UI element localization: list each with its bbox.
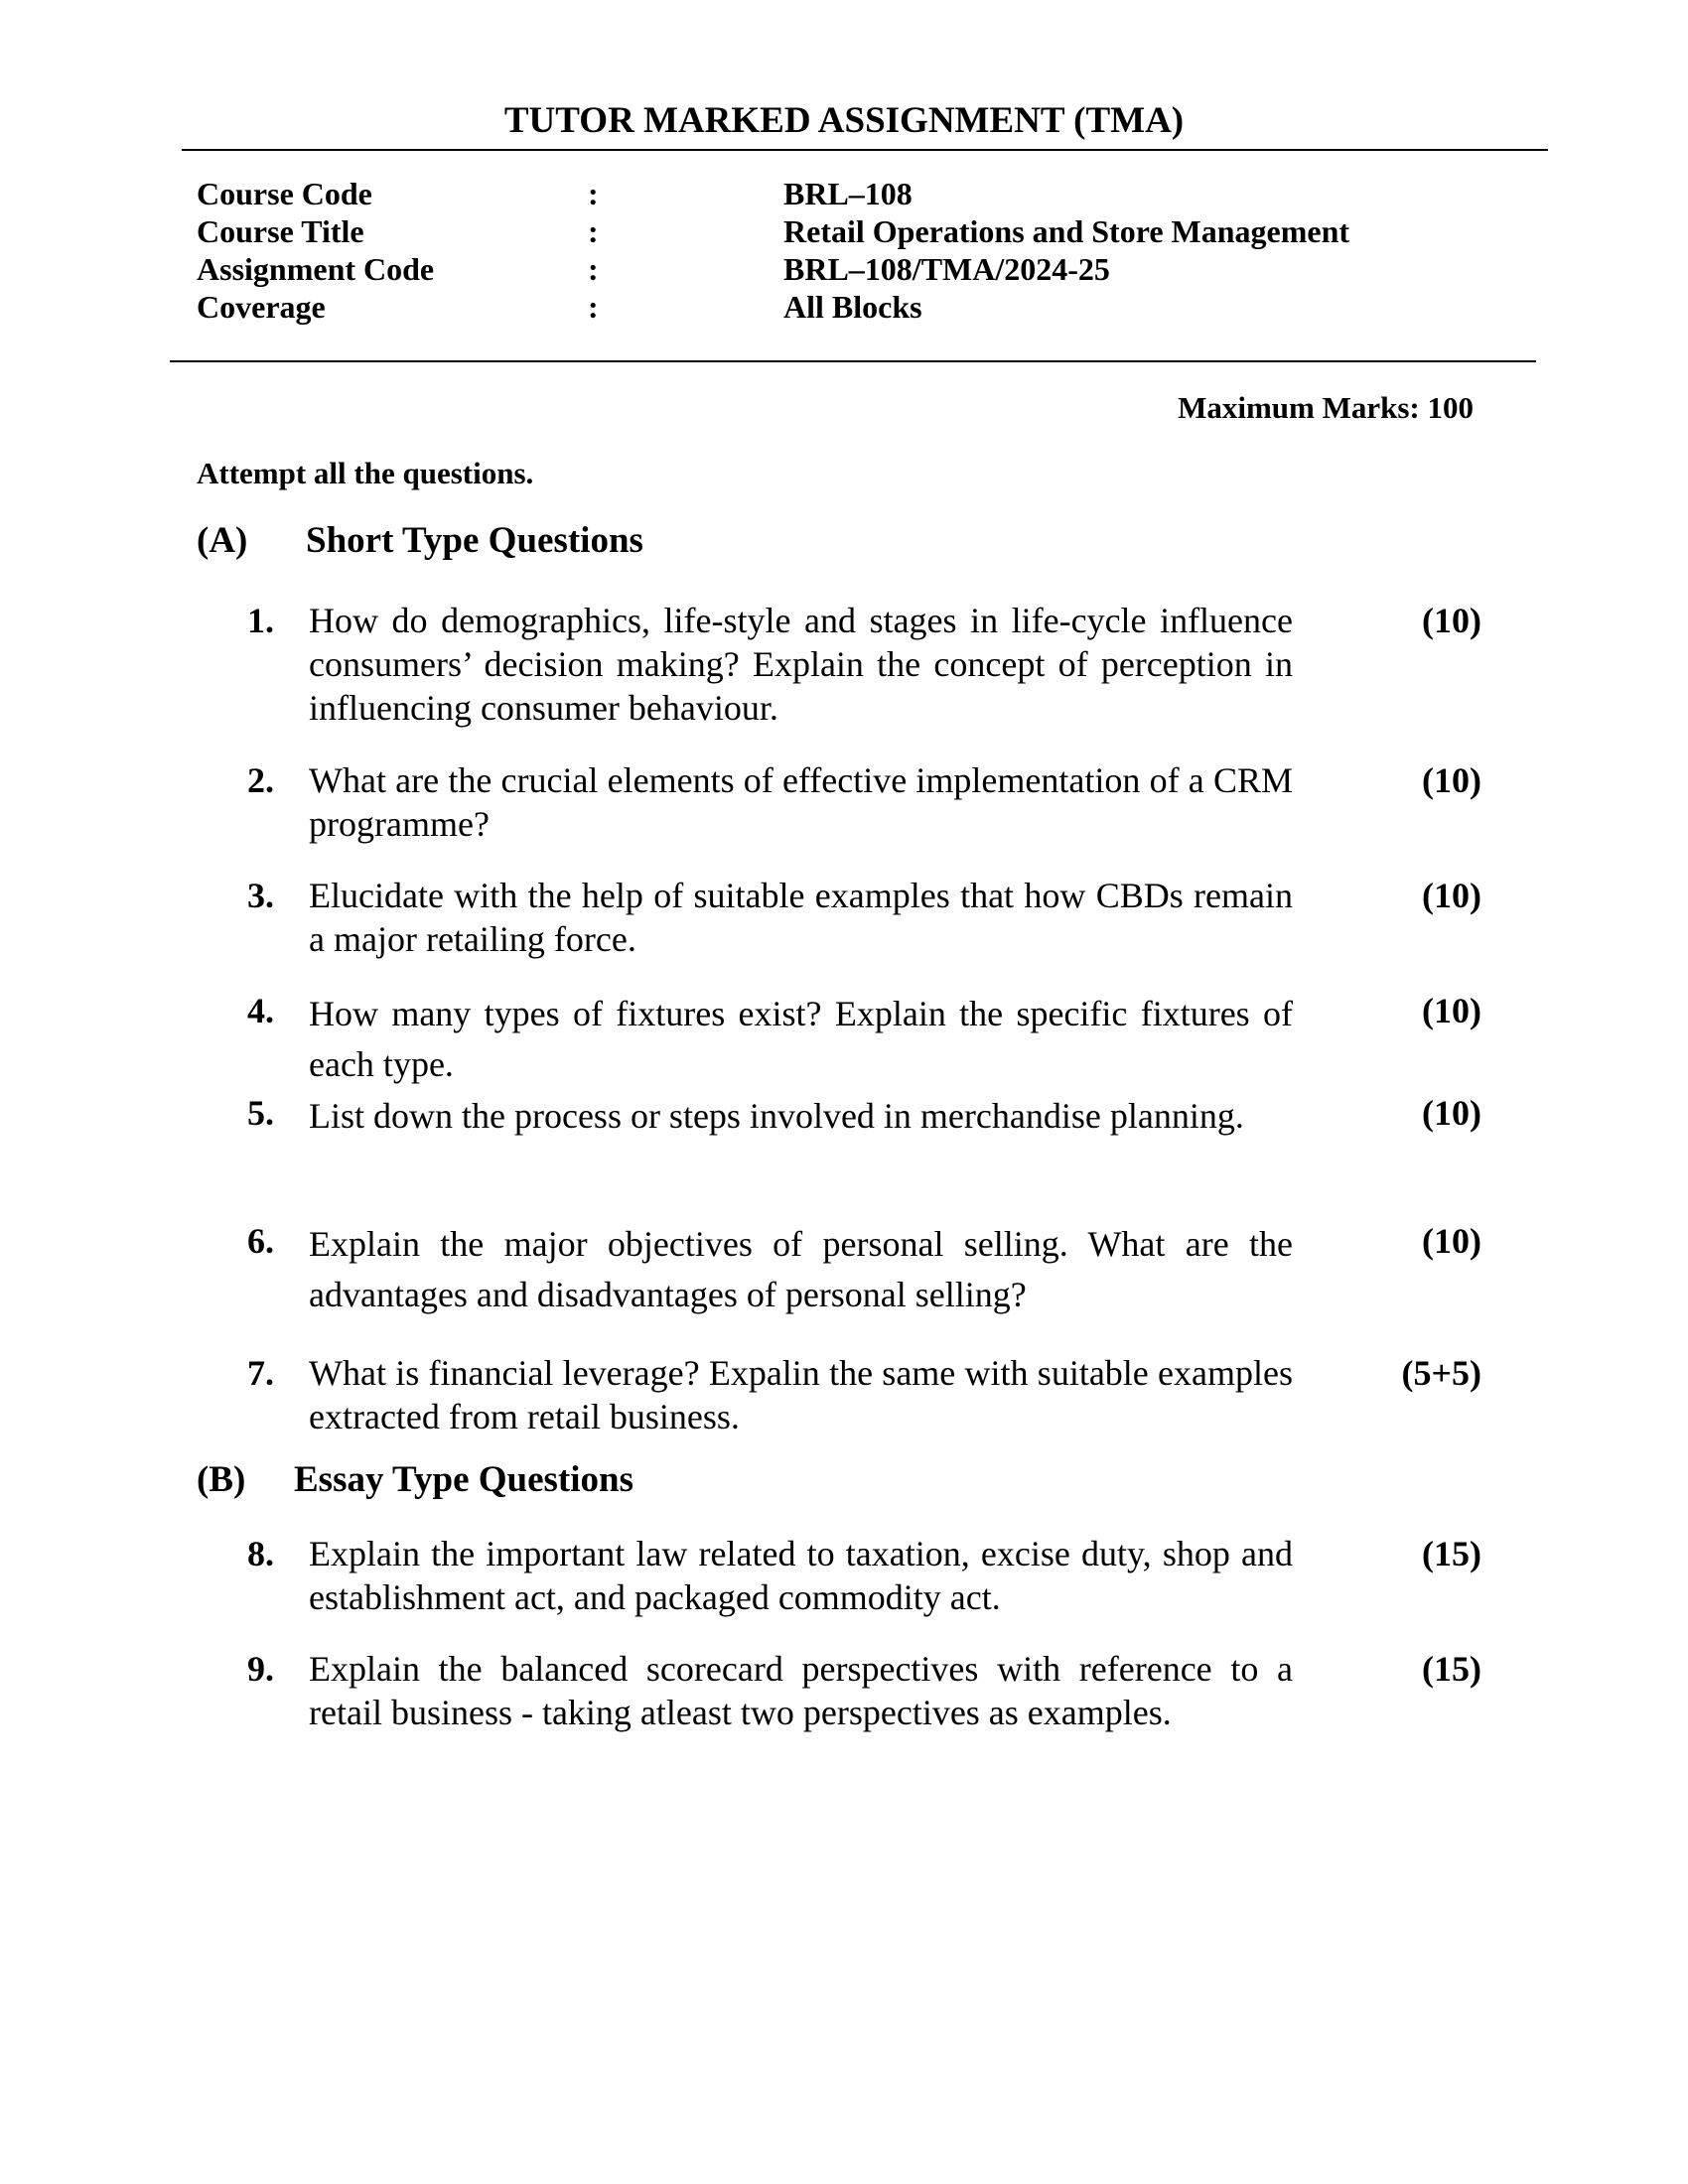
- separator: :: [588, 251, 599, 287]
- question-number: 1.: [247, 601, 274, 640]
- question-number: 3.: [247, 876, 274, 915]
- question-marks: (10): [1422, 1221, 1481, 1261]
- page-title: TUTOR MARKED ASSIGNMENT (TMA): [503, 100, 1185, 141]
- question-text: How many types of fixtures exist? Explain the specific fixtures of each type.: [309, 994, 1293, 1084]
- separator: :: [588, 289, 599, 325]
- course-title-value: Retail Operations and Store Management: [783, 213, 1350, 249]
- course-code-value: BRL–108: [783, 176, 913, 211]
- question-marks: (5+5): [1401, 1353, 1481, 1393]
- maximum-marks: Maximum Marks: 100: [1178, 390, 1474, 425]
- question-text: What are the crucial elements of effective implementation of a CRM programme?: [309, 760, 1293, 844]
- section-a-title: Short Type Questions: [306, 520, 643, 561]
- question-number: 4.: [247, 991, 274, 1030]
- top-rule: [182, 149, 1548, 151]
- question-marks: (10): [1422, 991, 1481, 1030]
- section-b-letter: (B): [197, 1459, 246, 1500]
- course-title-label: Course Title: [197, 213, 364, 249]
- question-number: 5.: [247, 1093, 274, 1133]
- question-number: 9.: [247, 1649, 274, 1689]
- section-b-title: Essay Type Questions: [294, 1459, 633, 1500]
- question-number: 6.: [247, 1221, 274, 1261]
- question-text: List down the process or steps involved in merchandise planning.: [309, 1096, 1244, 1136]
- question-number: 2.: [247, 760, 274, 800]
- question-text: Explain the important law related to taxation, excise duty, shop and establishment act, and packaged commodity act.: [309, 1534, 1293, 1617]
- question-number: 8.: [247, 1534, 274, 1573]
- separator: :: [588, 176, 599, 211]
- question-marks: (10): [1422, 760, 1481, 800]
- question-marks: (10): [1422, 601, 1481, 640]
- question-text: How do demographics, life-style and stages in life-cycle influence consumers’ decision making? Explain the concept of perception in influencing consumer behaviour.: [309, 601, 1293, 728]
- coverage-label: Coverage: [197, 289, 326, 325]
- section-a-letter: (A): [197, 520, 248, 561]
- question-marks: (15): [1422, 1534, 1481, 1573]
- assignment-code-label: Assignment Code: [197, 251, 435, 287]
- question-marks: (15): [1422, 1649, 1481, 1689]
- bottom-rule: [170, 360, 1536, 362]
- question-marks: (10): [1422, 876, 1481, 915]
- separator: :: [588, 213, 599, 249]
- question-text: Explain the balanced scorecard perspectives with reference to a retail business - taking atleast two perspectives as examples.: [309, 1649, 1293, 1732]
- instruction: Attempt all the questions.: [197, 456, 534, 490]
- question-text: Explain the major objectives of personal selling. What are the advantages and disadvantages of personal selling?: [309, 1224, 1293, 1314]
- question-text: Elucidate with the help of suitable examples that how CBDs remain a major retailing force.: [309, 876, 1293, 959]
- question-text: What is financial leverage? Expalin the same with suitable examples extracted from retail business.: [309, 1353, 1293, 1436]
- assignment-code-value: BRL–108/TMA/2024-25: [783, 251, 1110, 287]
- course-code-label: Course Code: [197, 176, 372, 211]
- question-number: 7.: [247, 1353, 274, 1393]
- coverage-value: All Blocks: [783, 289, 922, 325]
- question-marks: (10): [1422, 1093, 1481, 1133]
